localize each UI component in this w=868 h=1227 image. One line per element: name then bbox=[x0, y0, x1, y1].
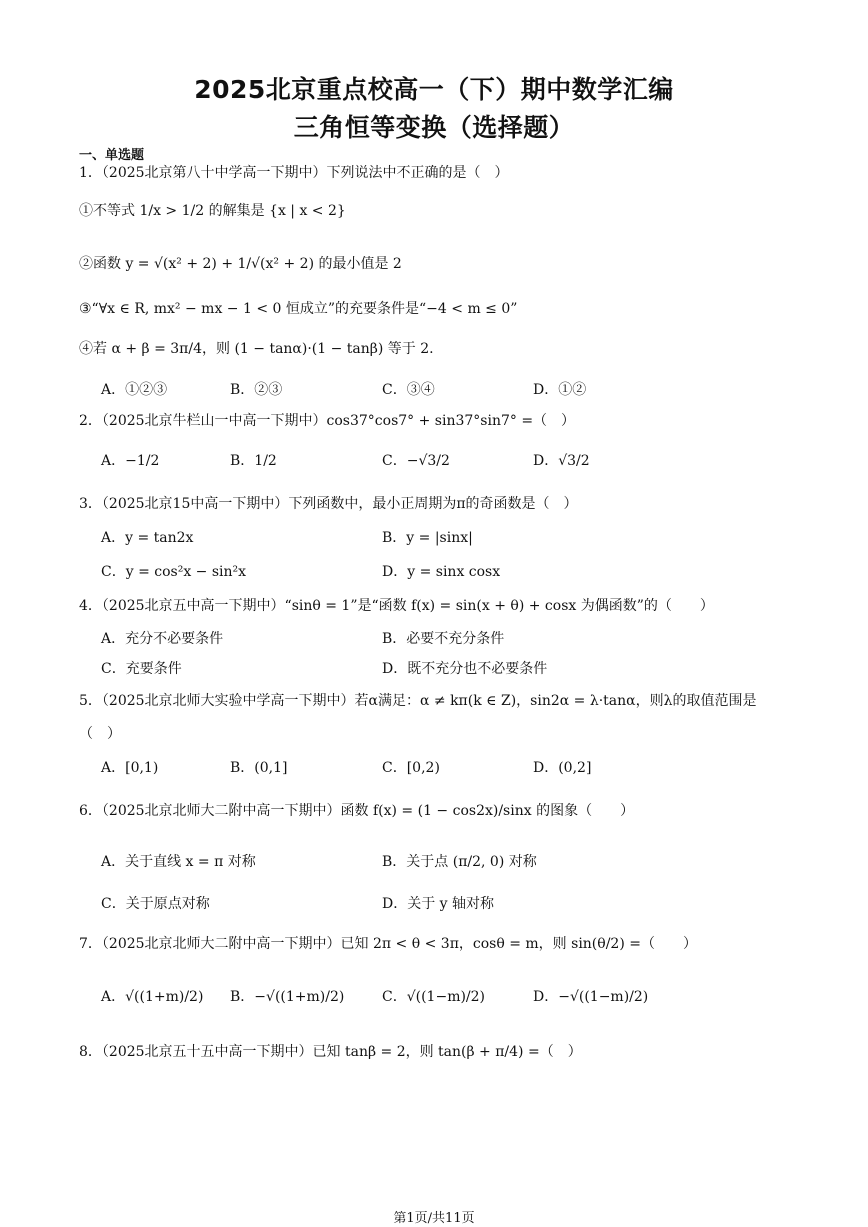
question-7-option-a: A．√((1+m)/2) bbox=[101, 989, 204, 1005]
section-heading: 一、单选题 bbox=[79, 148, 145, 163]
question-6-option-b: B．关于点 (π/2, 0) 对称 bbox=[382, 854, 537, 870]
question-2-option-d: D．√3/2 bbox=[533, 453, 590, 469]
question-1-option-b: B．②③ bbox=[230, 382, 283, 398]
page-subtitle: 三角恒等变换（选择题） bbox=[293, 113, 575, 142]
question-4-option-c: C．充要条件 bbox=[101, 661, 182, 677]
question-5-option-a: A．[0,1) bbox=[101, 760, 159, 776]
question-2-option-b: B．1/2 bbox=[230, 453, 277, 469]
question-8-stem: 8．（2025北京五十五中高一下期中）已知 tanβ = 2，则 tan(β + π/4) =（ ） bbox=[79, 1044, 582, 1060]
question-5-option-d: D．(0,2] bbox=[533, 760, 592, 776]
question-3-option-a: A．y = tan2x bbox=[101, 530, 194, 546]
page-title: 2025北京重点校高一（下）期中数学汇编 bbox=[194, 75, 674, 104]
question-3-stem: 3．（2025北京15中高一下期中）下列函数中，最小正周期为π的奇函数是（ ） bbox=[79, 496, 578, 512]
question-3-option-c: C．y = cos²x − sin²x bbox=[101, 564, 247, 580]
question-4-stem: 4．（2025北京五中高一下期中）“sinθ = 1”是“函数 f(x) = sin(x + θ) + cosx 为偶函数”的（ ） bbox=[79, 598, 714, 614]
question-1-option-c: C．③④ bbox=[382, 382, 435, 398]
question-1-statement-3: ③“∀x ∈ R, mx² − mx − 1 < 0 恒成立”的充要条件是“−4 < m ≤ 0” bbox=[79, 301, 518, 317]
question-3-option-d: D．y = sinx cosx bbox=[382, 564, 501, 580]
question-7-option-b: B．−√((1+m)/2) bbox=[230, 989, 345, 1005]
question-6-stem: 6．（2025北京北师大二附中高一下期中）函数 f(x) = (1 − cos2x)/sinx 的图象（ ） bbox=[79, 803, 635, 819]
question-3-option-b: B．y = |sinx| bbox=[382, 530, 473, 546]
question-2-option-c: C．−√3/2 bbox=[382, 453, 450, 469]
question-7-option-c: C．√((1−m)/2) bbox=[382, 989, 486, 1005]
question-1-statement-4: ④若 α + β = 3π/4，则 (1 − tanα)·(1 − tanβ) 等于 2. bbox=[79, 341, 434, 357]
question-1-statement-2: ②函数 y = √(x² + 2) + 1/√(x² + 2) 的最小值是 2 bbox=[79, 256, 402, 272]
question-4-option-a: A．充分不必要条件 bbox=[101, 631, 224, 647]
question-5-option-c: C．[0,2) bbox=[382, 760, 440, 776]
question-4-option-d: D．既不充分也不必要条件 bbox=[382, 661, 548, 677]
question-2-stem: 2．（2025北京牛栏山一中高一下期中）cos37°cos7° + sin37°sin7° =（ ） bbox=[79, 413, 576, 429]
question-2-option-a: A．−1/2 bbox=[101, 453, 160, 469]
question-1-stem: 1．（2025北京第八十中学高一下期中）下列说法中不正确的是（ ） bbox=[79, 165, 509, 181]
question-1-statement-1: ①不等式 1/x > 1/2 的解集是 {x | x < 2} bbox=[79, 203, 346, 219]
question-6-option-d: D．关于 y 轴对称 bbox=[382, 896, 495, 912]
question-5-stem-continuation: （ ） bbox=[79, 726, 121, 742]
question-6-option-a: A．关于直线 x = π 对称 bbox=[101, 854, 256, 870]
question-1-option-a: A．①②③ bbox=[101, 382, 168, 398]
question-5-stem: 5．（2025北京北师大实验中学高一下期中）若α满足：α ≠ kπ(k ∈ Z)，sin2α = λ·tanα，则λ的取值范围是 bbox=[79, 693, 757, 709]
question-6-option-c: C．关于原点对称 bbox=[101, 896, 210, 912]
question-7-option-d: D．−√((1−m)/2) bbox=[533, 989, 649, 1005]
question-7-stem: 7．（2025北京北师大二附中高一下期中）已知 2π < θ < 3π，cosθ = m，则 sin(θ/2) =（ ） bbox=[79, 936, 697, 952]
question-5-option-b: B．(0,1] bbox=[230, 760, 288, 776]
page-number: 第1页/共11页 bbox=[393, 1211, 475, 1226]
question-4-option-b: B．必要不充分条件 bbox=[382, 631, 505, 647]
question-1-option-d: D．①② bbox=[533, 382, 587, 398]
